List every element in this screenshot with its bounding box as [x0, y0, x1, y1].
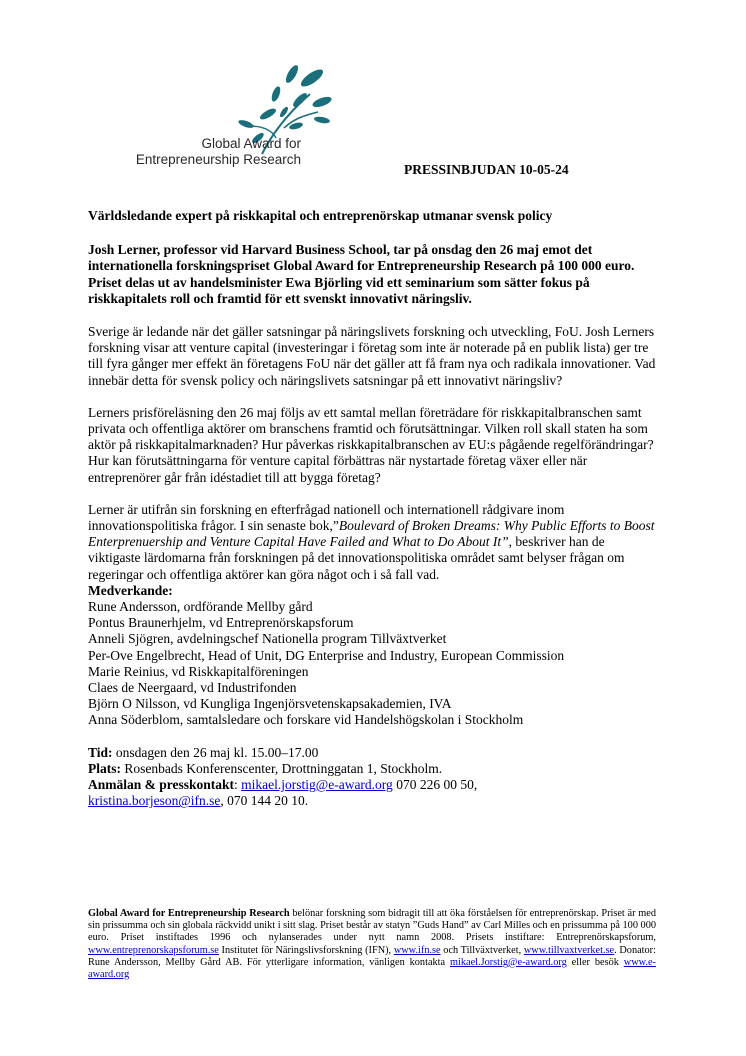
footer-text-4: . Donator: Rune Andersson, Mellby Gård AB. För ytterligare information, vänligen kontakta	[88, 944, 656, 968]
contact-phone-2: , 070 144 20 10.	[220, 793, 309, 809]
contact-phone-1: 070 226 00 50,	[392, 777, 478, 793]
book-paragraph	[88, 502, 656, 583]
place-label: Plats:	[88, 760, 121, 776]
participant-item: Björn O Nilsson, vd Kungliga Ingenjörsvetenskapsakademien, IVA	[88, 696, 452, 712]
participant-item: Per-Ove Engelbrecht, Head of Unit, DG Enterprise and Industry, European Commission	[88, 647, 565, 663]
book-paragraph-intro: Lerner är utifrån sin forskning en efterfrågad nationell och internationell rådgivare inom innovationspolitiska frågor. I sin senaste bok,”	[88, 501, 565, 534]
footer-text-5: eller besök	[566, 956, 624, 968]
main-content	[88, 208, 656, 810]
event-contact-2	[88, 793, 656, 809]
event-contact	[88, 777, 656, 793]
contact-separator: :	[234, 777, 242, 793]
book-paragraph-rest: , beskriver han de viktigaste lärdomarna från forskningen på det innovationspolitiska området samt belyser frågan om regeringar och offentliga aktörer kan göra något och i så fall vad.	[88, 534, 625, 582]
event-place	[88, 761, 656, 777]
headline: Världsledande expert på riskkapital och entreprenörskap utmanar svensk policy	[88, 208, 553, 223]
footer-about	[88, 908, 656, 981]
participants-title: Medverkande:	[88, 582, 173, 598]
footer-text-3: och Tillväxtverket,	[440, 944, 524, 956]
participant-item: Anneli Sjögren, avdelningschef Nationella program Tillväxtverket	[88, 631, 447, 647]
footer-text-1: belönar forskning som bidragit till att öka förståelsen för entreprenörskap. Priset är med sin prissumma och sin globala räckvidd unikt i sitt slag. Priset består av statyn ”Guds Hand” av Carl Milles och en prissumma på 100 000 euro. Priset instiftades 1996 och nylanserades under nytt namn 2008. Prisets instiftare: Entreprenörskapsforum,	[88, 908, 656, 944]
participant-item: Anna Söderblom, samtalsledare och forskare vid Handelshögskolan i Stockholm	[88, 712, 524, 728]
footer-link-e-award[interactable]: www.e-award.org	[88, 956, 656, 981]
press-invitation-tag: PRESSINBJUDAN 10-05-24	[404, 162, 569, 177]
footer-link-ifn[interactable]: www.ifn.se	[393, 944, 441, 956]
contact-email-2-link[interactable]: kristina.borjeson@ifn.se	[88, 793, 221, 809]
contact-email-1-link[interactable]: mikael.jorstig@e-award.org	[241, 777, 393, 793]
time-value: onsdagen den 26 maj kl. 15.00–17.00	[112, 744, 319, 760]
footer-link-entreprenorskapsforum[interactable]: www.entreprenorskapsforum.se	[88, 944, 219, 956]
body-paragraph-1: Sverige är ledande när det gäller satsningar på näringslivets forskning och utveckling, FoU. Josh Lerners forskning visar att venture capital (investeringar i företag som inte är noterade på en publik lista) ger tre till fyra gånger mer effekt än företagens FoU när det gäller att få fram nya och radikala innovationer. Vad innebär detta för svensk policy och näringslivets satsningar på ett innovativt näringsliv?	[88, 324, 656, 388]
event-info	[88, 745, 656, 810]
logo-line-1: Global Award for	[201, 136, 301, 151]
participant-item: Pontus Braunerhjelm, vd Entreprenörskapsforum	[88, 615, 354, 631]
participant-item: Marie Reinius, vd Riskkapitalföreningen	[88, 663, 309, 679]
logo-wordmark	[87, 136, 301, 168]
footer-text-2: Institutet för Näringslivsforskning (IFN),	[218, 944, 394, 956]
logo-line-2: Entrepreneurship Research	[135, 152, 301, 167]
lead-paragraph: Josh Lerner, professor vid Harvard Business School, tar på onsdag den 26 maj emot det internationella forskningspriset Global Award for Entrepreneurship Research på 100 000 euro. Priset delas ut av handelsminister Ewa Björling vid ett seminarium som sätter fokus på riskkapitalets roll och framtid för ett svenskt innovativt näringsliv.	[88, 242, 635, 306]
contact-label: Anmälan & presskontakt	[88, 777, 235, 793]
participants-list	[88, 583, 656, 729]
footer-bold-lead: Global Award for Entrepreneurship Research	[88, 908, 290, 919]
place-value: Rosenbads Konferenscenter, Drottninggatan 1, Stockholm.	[121, 760, 443, 776]
book-title: Boulevard of Broken Dreams: Why Public Efforts to Boost Enterprenuership and Venture Capital Have Failed and What to Do About It”	[88, 518, 655, 550]
footer-link-tillvaxtverket[interactable]: www.tillvaxtverket.se	[523, 944, 615, 956]
event-time	[88, 745, 656, 761]
time-label: Tid:	[88, 744, 113, 760]
footer-link-contact-email[interactable]: mikael.Jorstig@e-award.org	[449, 956, 567, 968]
participant-item: Rune Andersson, ordförande Mellby gård	[88, 599, 313, 615]
body-paragraph-2: Lerners prisföreläsning den 26 maj följs av ett samtal mellan företrädare för riskkapitalbranschen samt privata och offentliga aktörer om branschens framtid och förutsättningar. Vilken roll skall staten ha som aktör på riskkapitalmarknaden? Hur påverkas riskkapitalbranschen av EU:s pågående regelförändringar? Hur kan förutsättningarna för venture capital förbättras när nystartade företag växer eller när entreprenörer går från idéstadiet till att bygga företag?	[88, 404, 654, 485]
participant-item: Claes de Neergaard, vd Industrifonden	[88, 680, 297, 696]
